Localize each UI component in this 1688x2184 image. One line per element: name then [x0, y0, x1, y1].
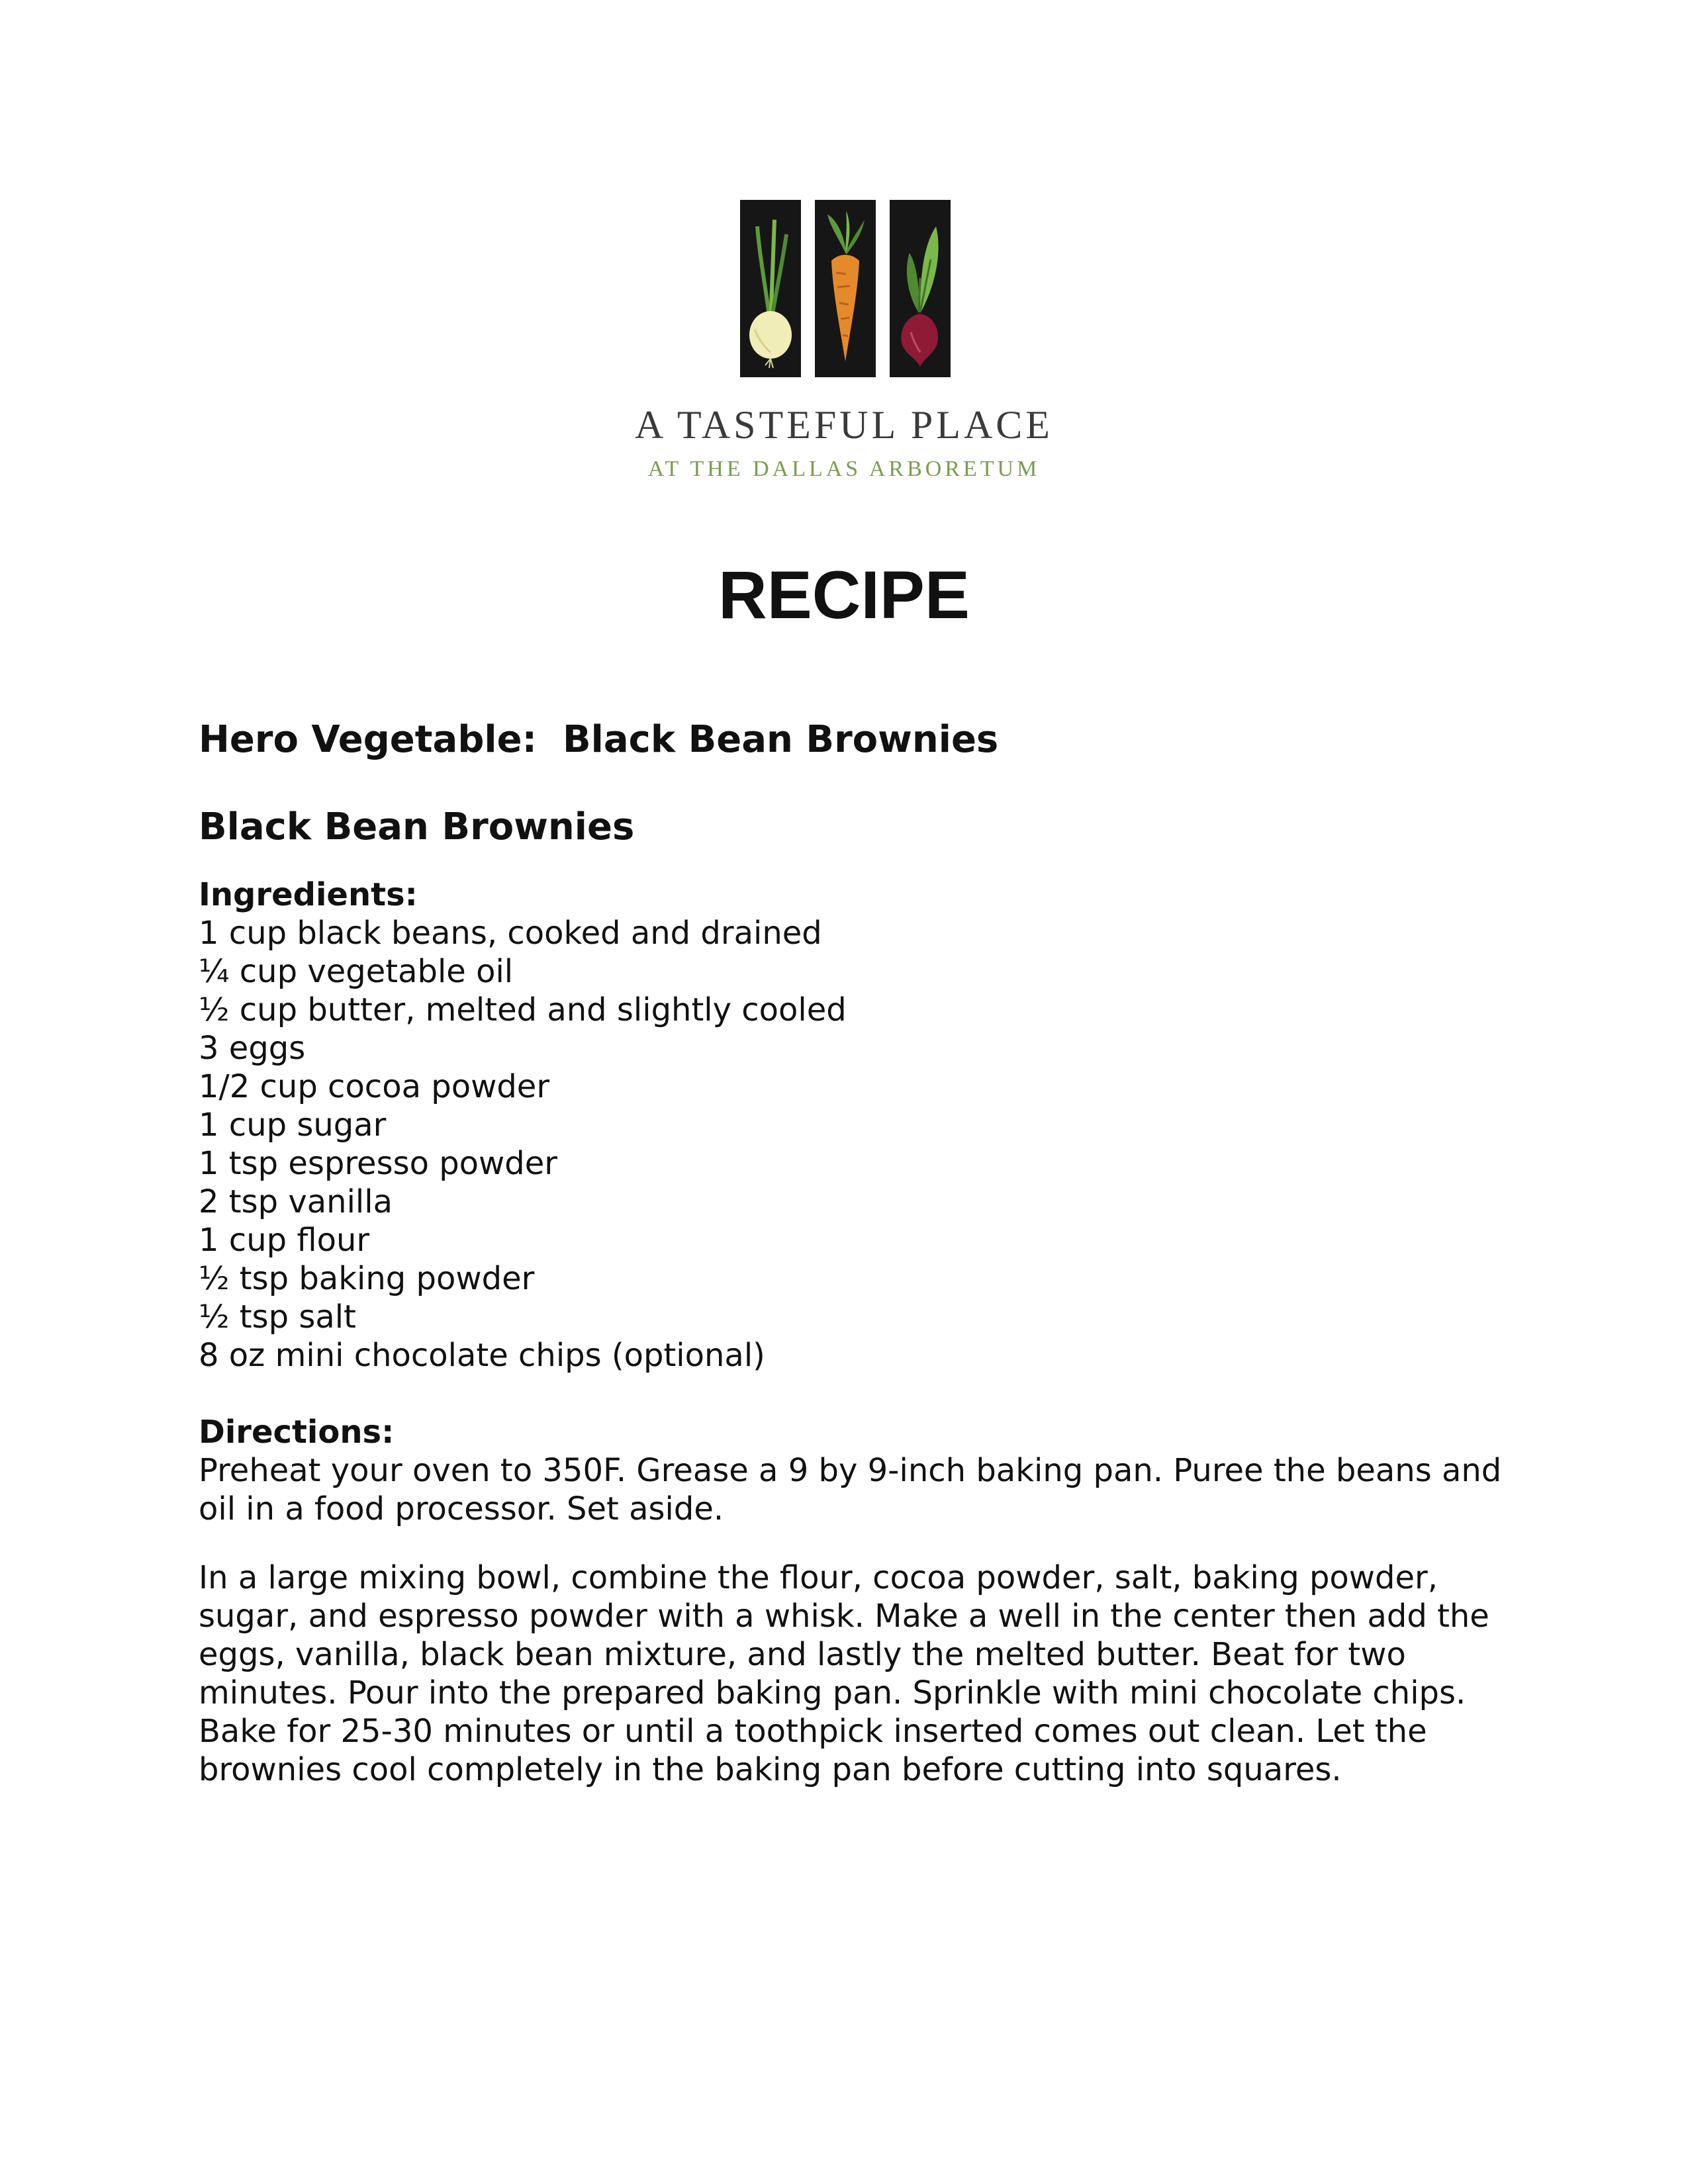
list-item: 1 cup flour [199, 1222, 370, 1259]
recipe-body [199, 718, 1523, 1819]
list-item: ½ cup butter, melted and slightly cooled [199, 991, 847, 1028]
list-item: 1 tsp espresso powder [199, 1145, 558, 1182]
list-item: ½ tsp salt [199, 1298, 356, 1336]
brand-tagline: AT THE DALLAS ARBORETUM [647, 457, 1041, 481]
ingredients-label: Ingredients: [199, 876, 418, 913]
hero-vegetable-heading: Hero Vegetable: Black Bean Brownies [199, 718, 999, 761]
onion-icon [740, 200, 801, 377]
list-item: 8 oz mini chocolate chips (optional) [199, 1337, 765, 1374]
ingredients-list [199, 914, 1523, 1375]
list-item: 1/2 cup cocoa powder [199, 1068, 550, 1105]
list-item: 2 tsp vanilla [199, 1183, 393, 1220]
list-item: 1 cup black beans, cooked and drained [199, 915, 822, 952]
logo [740, 200, 951, 377]
list-item: ¼ cup vegetable oil [199, 953, 514, 990]
directions-paragraph: In a large mixing bowl, combine the flour, cocoa powder, salt, baking powder, sugar, and espresso powder with a whisk. Make a well in the center then add the eggs, vanilla, black bean mixture, and lastly the melted butter. Beat for two minutes. Pour into the prepared baking pan. Sprinkle with mini chocolate chips. Bake for 25-30 minutes or until a toothpick inserted comes out clean. Let the brownies cool completely in the baking pan before cutting into squares. [199, 1559, 1489, 1788]
brand-name: A TASTEFUL PLACE [635, 403, 1053, 447]
list-item: 3 eggs [199, 1030, 306, 1067]
list-item: ½ tsp baking powder [199, 1260, 535, 1297]
page-title: RECIPE [718, 557, 970, 633]
directions-paragraph: Preheat your oven to 350F. Grease a 9 by 9-inch baking pan. Puree the beans and oil in a food processor. Set aside. [199, 1452, 1502, 1527]
carrot-icon [815, 200, 876, 377]
recipe-name: Black Bean Brownies [199, 805, 635, 848]
list-item: 1 cup sugar [199, 1107, 387, 1144]
beet-icon [890, 200, 951, 377]
directions-label: Directions: [199, 1414, 395, 1451]
